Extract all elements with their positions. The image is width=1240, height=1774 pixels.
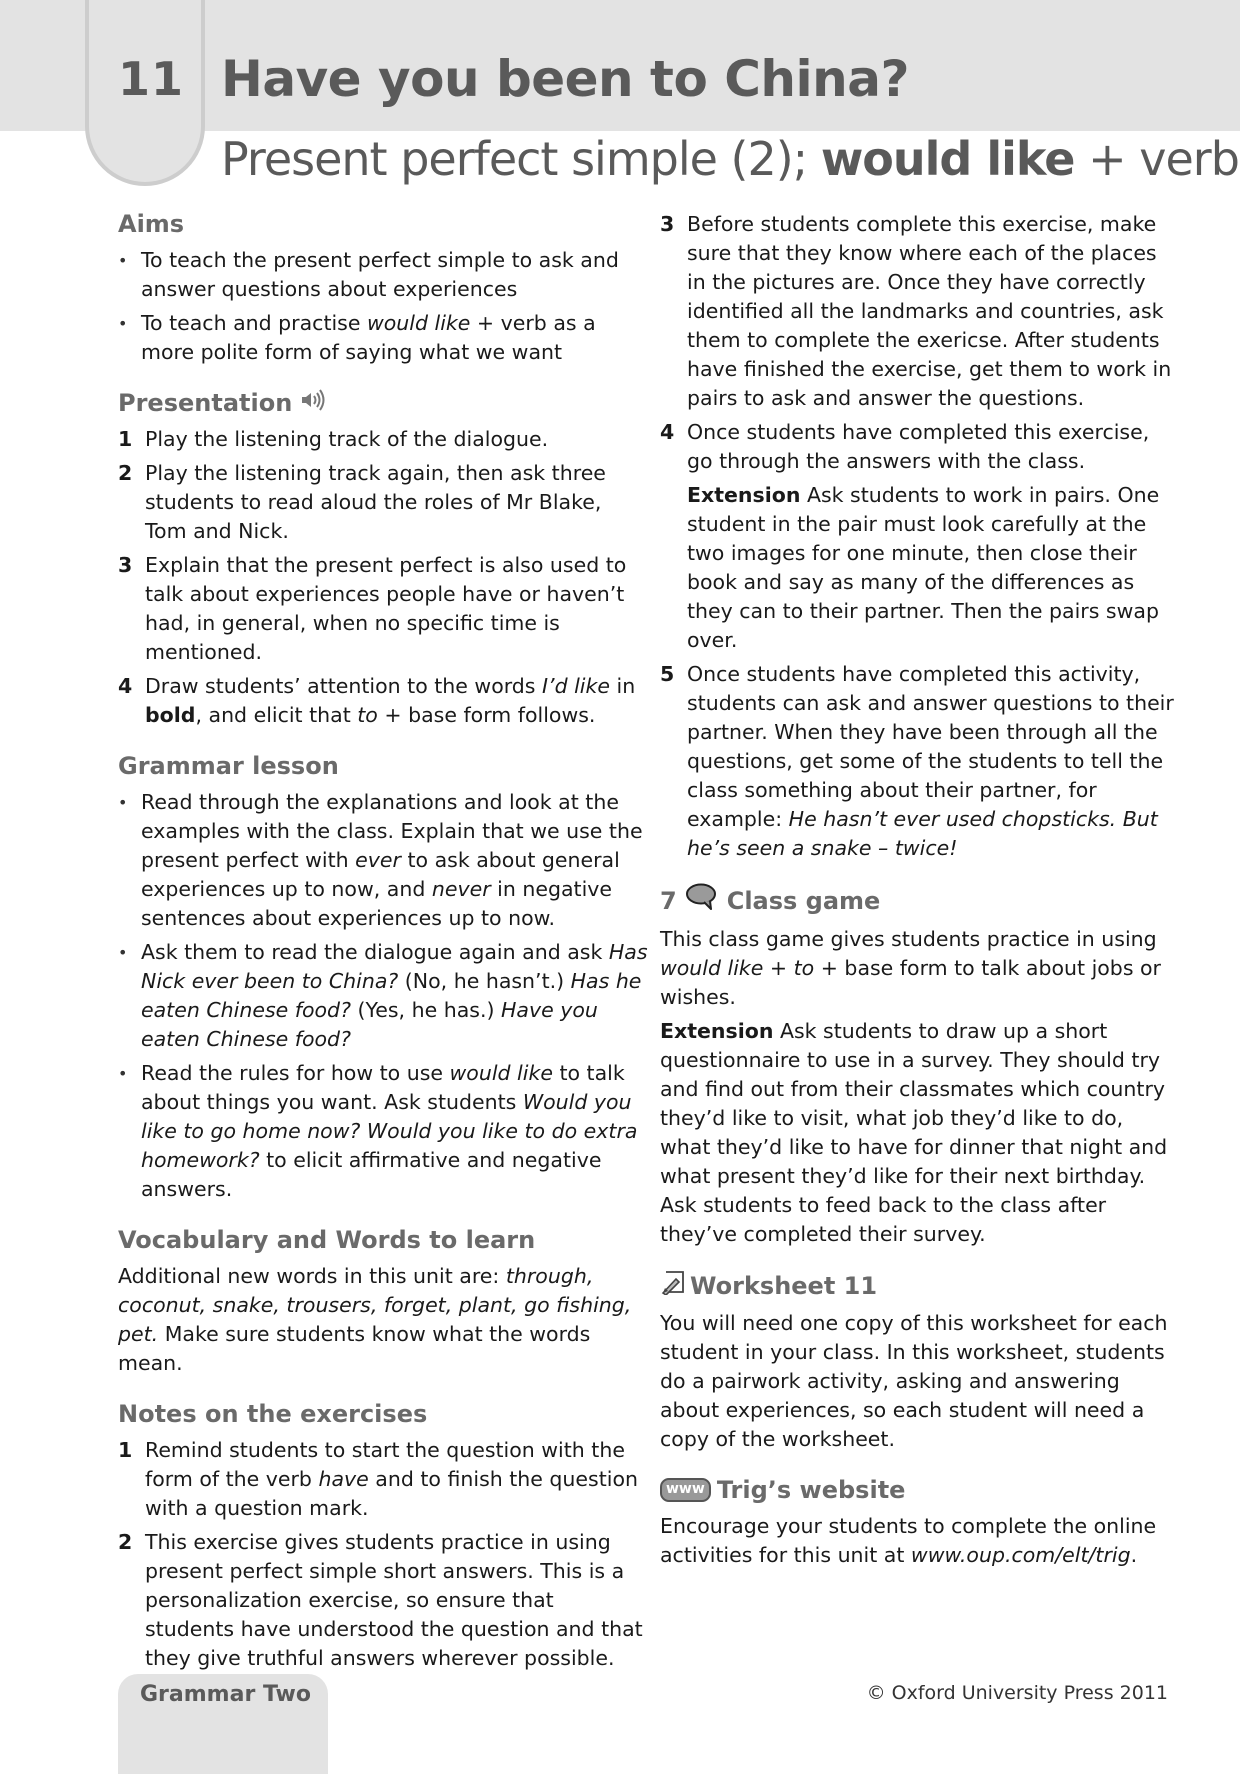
grammar-lesson-heading (118, 750, 648, 782)
item-text (687, 420, 1149, 473)
aims-heading (118, 208, 648, 240)
list-item (118, 246, 648, 304)
text-run: and to finish the question with a question mark. (145, 1467, 638, 1520)
text-run: Explain that the present perfect is also used to talk about experiences people have or haven’t had, in general, when no specific time is mentioned. (145, 553, 627, 664)
italic-text: ever (355, 848, 401, 872)
list-item (118, 672, 648, 730)
text-run: Draw students’ attention to the words (145, 674, 543, 698)
italic-text: through, coconut, snake, trousers, forget, plant, go fishing, pet. (118, 1264, 632, 1346)
item-text (145, 674, 635, 727)
item-number: 4 (660, 420, 675, 444)
presentation-list (118, 425, 648, 730)
extension-label: Extension (687, 483, 801, 507)
italic-text: to (357, 703, 378, 727)
list-item (118, 1436, 648, 1523)
item-text (145, 1530, 643, 1670)
page-title: Have you been to China? (221, 50, 909, 108)
notes-list (118, 1436, 648, 1673)
text-run: to elicit affirmative and negative answers. (141, 1148, 602, 1201)
worksheet-section (660, 1269, 1175, 1454)
speaker-audio-icon[interactable] (300, 387, 326, 419)
list-item (118, 1528, 648, 1673)
text-run: + (763, 956, 794, 980)
list-item (118, 551, 648, 667)
text-run: (Yes, he has.) (350, 998, 501, 1022)
aims-list (118, 246, 648, 367)
heading-text: Notes on the exercises (118, 1400, 428, 1428)
heading-text: Trig’s website (716, 1476, 906, 1504)
text-run: This exercise gives students practice in using present perfect simple short answers. This is a personalization exercise, so ensure that students have understood the question and that they give truthful answers wherever possible. (145, 1530, 643, 1670)
italic-text: He hasn’t ever used chopsticks. But he’s seen a snake – twice! (687, 807, 1158, 860)
heading-text: Grammar lesson (118, 752, 339, 780)
bold-text: bold (145, 703, 196, 727)
list-item (118, 459, 648, 546)
section-number: 7 (660, 887, 677, 915)
italic-text: would like (449, 1061, 553, 1085)
www-icon[interactable]: www (660, 1478, 711, 1502)
extension-note (687, 481, 1175, 655)
text-run: , and elicit that (195, 703, 358, 727)
extension-text: Ask students to draw up a short questionnaire to use in a survey. They should try and find out from their classmates which country they’d like to visit, what job they’d like to do, what they’d like to have for dinner that night and what present they’d like for their next birthday. Ask students to feed back to the class after they’ve completed their survey. (660, 1019, 1168, 1246)
presentation-section (118, 387, 648, 730)
notes-section (118, 1398, 648, 1673)
text-run: + base form to talk about jobs or wishes. (660, 956, 1161, 1009)
notes-continued-section (660, 210, 1175, 863)
italic-text: Have you eaten Chinese food? (141, 998, 598, 1051)
notes-heading (118, 1398, 648, 1430)
heading-text: Worksheet 11 (690, 1272, 878, 1300)
text-run: Encourage your students to complete the online activities for this unit at (660, 1514, 1157, 1567)
subtitle-text-end: + verb (1074, 132, 1239, 186)
list-item (118, 938, 648, 1054)
text-run: Before students complete this exercise, make sure that they know where each of the places in the pictures are. Once they have correctly identified all the landmarks and countries, ask them to complete the exericse. After students have finished the exercise, get them to work in pairs to ask and answer the questions. (687, 212, 1172, 410)
class-game-text (660, 925, 1175, 1012)
extension-label: Extension (660, 1019, 774, 1043)
italic-text: Has he eaten Chinese food? (141, 969, 642, 1022)
list-item (118, 309, 648, 367)
italic-text: have (318, 1467, 369, 1491)
italic-text: would like (660, 956, 764, 980)
heading-text: Aims (118, 210, 185, 238)
item-text (145, 1438, 638, 1520)
text-run: This class game gives students practice in using (660, 927, 1157, 951)
website-heading (660, 1474, 1175, 1506)
text-run: (No, he hasn’t.) (398, 969, 571, 993)
item-text (145, 553, 626, 664)
speech-bubble-icon (685, 883, 719, 919)
list-item (118, 1059, 648, 1204)
italic-text: would like (367, 311, 471, 335)
item-number: 2 (118, 1530, 133, 1554)
text-run: Read the rules for how to use (141, 1061, 450, 1085)
italic-text: never (431, 877, 491, 901)
list-item (660, 660, 1175, 863)
footer-tab (118, 1674, 328, 1774)
worksheet-heading (660, 1269, 1175, 1303)
text-run: Remind students to start the question with the form of the verb (145, 1438, 625, 1491)
list-item (660, 210, 1175, 413)
list-item (118, 425, 648, 454)
item-number: 3 (118, 553, 133, 577)
vocabulary-text (118, 1262, 648, 1378)
class-game-heading (660, 883, 1175, 919)
website-text (660, 1512, 1175, 1570)
text-run: to talk about things you want. Ask students (141, 1061, 625, 1114)
text-run: to ask about general experiences up to now, and (141, 848, 620, 901)
text-run: in negative sentences about experiences up to now. (141, 877, 613, 930)
notes-continued-list (660, 210, 1175, 863)
grammar-lesson-list (118, 788, 648, 1204)
item-number: 4 (118, 674, 133, 698)
item-number: 1 (118, 1438, 133, 1462)
text-run: To teach and practise (141, 311, 367, 335)
class-game-section (660, 883, 1175, 1249)
page-subtitle (221, 132, 1239, 186)
class-game-extension (660, 1017, 1175, 1249)
item-number: 3 (660, 212, 675, 236)
list-item (660, 418, 1175, 655)
item-number: 5 (660, 662, 675, 686)
item-number: 2 (118, 461, 133, 485)
vocabulary-heading (118, 1224, 648, 1256)
text-run: Additional new words in this unit are: (118, 1264, 506, 1288)
aims-section (118, 208, 648, 367)
text-run: To teach the present perfect simple to ask and answer questions about experiences (141, 248, 619, 301)
worksheet-pencil-icon (660, 1269, 686, 1303)
list-item (118, 788, 648, 933)
italic-text: Would you like to go home now? Would you like to do extra homework? (141, 1090, 638, 1172)
item-text (687, 662, 1174, 860)
text-run: . (1130, 1543, 1138, 1567)
text-run: in (609, 674, 636, 698)
text-run: Make sure students know what the words mean. (118, 1322, 591, 1375)
subtitle-bold: would like (820, 132, 1075, 186)
item-text (145, 461, 606, 543)
extension-text: Ask students to work in pairs. One student in the pair must look carefully at the two images for one minute, then close their book and say as many of the differences as they can to their partner. Then the pairs swap over. (687, 483, 1160, 652)
text-run: + base form follows. (377, 703, 596, 727)
italic-text: I’d like (542, 674, 610, 698)
italic-text: Has Nick ever been to China? (141, 940, 648, 993)
copyright-notice: © Oxford University Press 2011 (866, 1682, 1168, 1704)
text-run: Play the listening track of the dialogue. (145, 427, 549, 451)
item-text (145, 427, 548, 451)
presentation-heading (118, 387, 648, 419)
text-run: Once students have completed this exercise, go through the answers with the class. (687, 420, 1150, 473)
italic-text: to (793, 956, 815, 980)
heading-text: Presentation (118, 389, 293, 417)
right-column (660, 210, 1175, 1590)
chapter-number: 11 (118, 52, 185, 106)
italic-text: www.oup.com/elt/trig (910, 1543, 1131, 1567)
text-run: Once students have completed this activity, students can ask and answer questions to their partner. When they have been through all the questions, get some of the students to tell the class something about their partner, for example: (687, 662, 1174, 831)
heading-text: Class game (726, 887, 881, 915)
subtitle-text: Present perfect simple (2); (221, 132, 821, 186)
website-section (660, 1474, 1175, 1570)
heading-text: Vocabulary and Words to learn (118, 1226, 536, 1254)
text-run: Read through the explanations and look at the examples with the class. Explain that we use the present perfect with (141, 790, 643, 872)
text-run: + verb as a more polite form of saying what we want (141, 311, 596, 364)
text-run: Play the listening track again, then ask three students to read aloud the roles of Mr Blake, Tom and Nick. (145, 461, 606, 543)
left-column (118, 208, 648, 1693)
footer-tab-label: Grammar Two (140, 1682, 311, 1707)
item-number: 1 (118, 427, 133, 451)
worksheet-text: You will need one copy of this worksheet for each student in your class. In this worksheet, students do a pairwork activity, asking and answering about experiences, so each student will need a copy of the worksheet. (660, 1311, 1168, 1451)
vocabulary-section (118, 1224, 648, 1378)
item-text (687, 212, 1171, 410)
grammar-lesson-section (118, 750, 648, 1204)
text-run: Ask them to read the dialogue again and ask (141, 940, 609, 964)
